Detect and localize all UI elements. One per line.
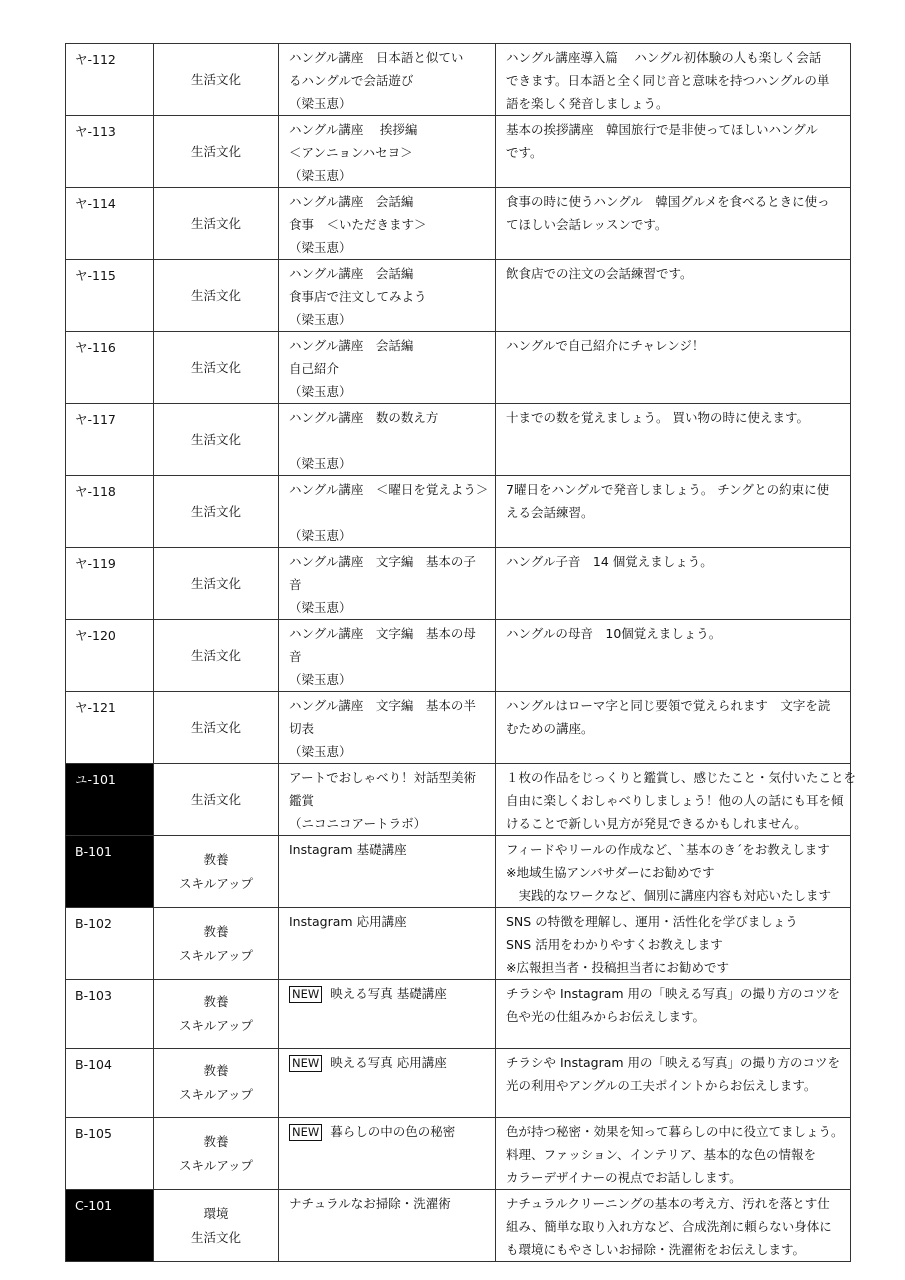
course-category (154, 44, 279, 116)
course-code: ヤ-118 (66, 476, 154, 548)
title-line (289, 213, 495, 236)
title-text: （梁玉恵） (289, 384, 352, 399)
course-title (279, 1049, 496, 1118)
title-text: 切表 (289, 721, 315, 736)
title-line (289, 452, 495, 475)
description-line: 料理、ファッション、インテリア、基本的な色の情報を (506, 1147, 817, 1162)
title-line (289, 262, 495, 285)
course-row (66, 764, 851, 836)
title-line (289, 118, 495, 141)
title-text: ハングル講座 文字編 基本の子 (289, 554, 476, 569)
title-text: ハングル講座 ＜曜日を覚えよう＞ (289, 482, 489, 497)
course-category (154, 116, 279, 188)
title-text: （梁玉恵） (289, 456, 352, 471)
title-text: ＜アンニョンハセヨ＞ (289, 145, 413, 160)
description-line: ハングルで自己紹介にチャレンジ！ (506, 338, 705, 353)
course-title (279, 764, 496, 836)
description-line: 光の利用やアングルの工夫ポイントからお伝えします。 (506, 1078, 817, 1093)
category-label: 生活文化 (190, 215, 241, 231)
title-line (289, 694, 495, 717)
description-line: ※広報担当者・投稿担当者にお勧めです (506, 960, 729, 975)
course-title (279, 692, 496, 764)
course-description (496, 620, 851, 692)
description-line: カラーデザイナーの視点でお話しします。 (506, 1170, 742, 1185)
course-code: ヤ-113 (66, 116, 154, 188)
course-title (279, 836, 496, 908)
category-label: 環境 (203, 1205, 229, 1221)
title-text: （梁玉恵） (289, 96, 352, 111)
course-description (496, 260, 851, 332)
description-line: 食事の時に使うハングル 韓国グルメを食べるときに使っ (506, 194, 830, 209)
course-description (496, 188, 851, 260)
title-text: 鑑賞 (289, 793, 315, 808)
course-category (154, 908, 279, 980)
title-text: 食事 ＜いただきます＞ (289, 217, 427, 232)
description-line: 色が持つ秘密・効果を知って暮らしの中に役立てましょう。 (506, 1124, 844, 1139)
title-line (289, 789, 495, 812)
title-text: （梁玉恵） (289, 744, 352, 759)
course-description (496, 1190, 851, 1262)
course-row (66, 620, 851, 692)
description-line: ハングル講座導入篇 ハングル初体験の人も楽しく会話 (506, 50, 822, 65)
title-text: （梁玉恵） (289, 672, 352, 687)
course-title (279, 1190, 496, 1262)
new-badge: NEW (289, 986, 322, 1003)
description-line: チラシや Instagram 用の「映える写真」の撮り方のコツを (506, 1055, 841, 1070)
title-text: （梁玉恵） (289, 168, 352, 183)
category-label: スキルアップ (178, 1157, 253, 1173)
description-line: 十までの数を覚えましょう。 買い物の時に使えます。 (506, 410, 809, 425)
title-line (289, 766, 495, 789)
category-label: 生活文化 (190, 791, 241, 807)
category-label: スキルアップ (178, 1018, 253, 1033)
course-code: B-101 (66, 836, 154, 908)
category-label: 生活文化 (190, 647, 241, 663)
description-line: チラシや Instagram 用の「映える写真」の撮り方のコツを (506, 986, 841, 1001)
title-line (289, 478, 495, 501)
title-text: ハングル講座 会話編 (289, 266, 414, 281)
category-label: スキルアップ (178, 947, 253, 963)
category-label: 教養 (203, 923, 229, 939)
title-line (289, 982, 495, 1005)
title-line (289, 334, 495, 357)
course-row (66, 908, 851, 980)
title-text: 食事店で注文してみよう (289, 289, 427, 304)
title-line (289, 524, 495, 547)
course-table (65, 43, 857, 1262)
title-line (289, 190, 495, 213)
course-description (496, 692, 851, 764)
description-line: 組み、簡単な取り入れ方など、合成洗剤に頼らない身体に (506, 1219, 832, 1234)
title-line (289, 308, 495, 331)
title-line (289, 46, 495, 69)
course-code: ヤ-116 (66, 332, 154, 404)
course-code: ヤ-120 (66, 620, 154, 692)
description-line: てほしい会話レッスンです。 (506, 217, 668, 232)
title-line (289, 740, 495, 763)
course-row (66, 1049, 851, 1118)
course-title (279, 260, 496, 332)
description-line: ※地域生協アンバサダーにお勧めです (506, 865, 715, 880)
category-label: 生活文化 (190, 503, 241, 519)
description-line: フィードやリールの作成など、`基本のき´をお教えします (506, 842, 830, 857)
course-category (154, 692, 279, 764)
title-line (289, 668, 495, 691)
course-row (66, 980, 851, 1049)
category-label: スキルアップ (178, 875, 253, 891)
course-category (154, 836, 279, 908)
title-text: 暮らしの中の色の秘密 (330, 1124, 456, 1139)
course-category (154, 476, 279, 548)
title-text: 音 (289, 577, 302, 592)
title-line (289, 812, 495, 835)
description-line: 基本の挨拶講座 韓国旅行で是非使ってほしいハングル (506, 122, 818, 137)
category-label: 生活文化 (190, 287, 241, 303)
title-text: 音 (289, 649, 302, 664)
title-line (289, 164, 495, 187)
title-text: （梁玉恵） (289, 528, 352, 543)
course-description (496, 476, 851, 548)
course-code: ヤ-112 (66, 44, 154, 116)
title-text: （ニコニコアートラボ） (289, 816, 427, 831)
course-description (496, 980, 851, 1049)
title-line (289, 429, 495, 452)
description-line: ハングル子音 14 個覚えましょう。 (506, 554, 713, 569)
course-title (279, 44, 496, 116)
category-label: 生活文化 (190, 575, 241, 591)
course-description (496, 332, 851, 404)
title-text: るハングルで会話遊び (289, 73, 414, 88)
course-row (66, 476, 851, 548)
course-code: B-102 (66, 908, 154, 980)
course-code: ヤ-119 (66, 548, 154, 620)
title-line (289, 838, 495, 861)
course-row (66, 260, 851, 332)
title-text: アートでおしゃべり！対話型美術 (289, 770, 477, 785)
title-line (289, 622, 495, 645)
title-text: 自己紹介 (289, 361, 340, 376)
course-title (279, 548, 496, 620)
course-row (66, 1118, 851, 1190)
description-line: 飲食店での注文の会話練習です。 (506, 266, 693, 281)
course-title (279, 332, 496, 404)
course-row (66, 332, 851, 404)
course-code: ヤ-117 (66, 404, 154, 476)
title-text: ハングル講座 文字編 基本の半 (289, 698, 476, 713)
category-label: 生活文化 (190, 431, 241, 447)
new-badge: NEW (289, 1124, 322, 1141)
description-line: けることで新しい見方が発見できるかもしれません。 (506, 816, 807, 831)
course-description (496, 548, 851, 620)
course-description (496, 836, 851, 908)
title-line (289, 1120, 495, 1143)
title-text: ハングル講座 数の数え方 (289, 410, 439, 425)
title-text: （梁玉恵） (289, 312, 352, 327)
description-line: むための講座。 (506, 721, 594, 736)
course-description (496, 1049, 851, 1118)
course-description (496, 764, 857, 836)
description-line: ハングルの母音 10個覚えましょう。 (506, 626, 722, 641)
title-line (289, 1192, 495, 1215)
category-label: 生活文化 (190, 1229, 241, 1245)
description-line: える会話練習。 (506, 505, 594, 520)
course-category (154, 620, 279, 692)
description-line: １枚の作品をじっくりと鑑賞し、感じたこと・気付いたことを (506, 770, 857, 785)
course-code: B-103 (66, 980, 154, 1049)
title-text: （梁玉恵） (289, 600, 352, 615)
course-title (279, 1118, 496, 1190)
title-text: ハングル講座 会話編 (289, 338, 414, 353)
course-title (279, 188, 496, 260)
title-line (289, 406, 495, 429)
category-label: 生活文化 (190, 359, 241, 375)
title-line (289, 501, 495, 524)
description-line: です。 (506, 145, 543, 160)
title-line (289, 69, 495, 92)
category-label: 生活文化 (190, 143, 241, 159)
title-text: （梁玉恵） (289, 240, 352, 255)
course-table-body (66, 44, 857, 1262)
course-title (279, 404, 496, 476)
title-line (289, 141, 495, 164)
course-title (279, 476, 496, 548)
course-title (279, 116, 496, 188)
course-title (279, 908, 496, 980)
course-category (154, 764, 279, 836)
category-label: 教養 (203, 1133, 229, 1149)
title-line (289, 285, 495, 308)
title-line (289, 1051, 495, 1074)
title-line (289, 357, 495, 380)
course-category (154, 980, 279, 1049)
description-line: 語を楽しく発音しましょう。 (506, 96, 669, 111)
course-code: ヤ-121 (66, 692, 154, 764)
description-line: できます。日本語と全く同じ音と意味を持つハングルの単 (506, 73, 830, 88)
description-line: 自由に楽しくおしゃべりしましょう！他の人の話にも耳を傾 (506, 793, 844, 808)
title-text: 映える写真 応用講座 (330, 1055, 447, 1070)
description-line: SNS 活用をわかりやすくお教えします (506, 937, 723, 952)
description-line: 色や光の仕組みからお伝えします。 (506, 1009, 706, 1024)
title-text: 映える写真 基礎講座 (330, 986, 447, 1001)
course-title (279, 980, 496, 1049)
course-category (154, 260, 279, 332)
course-description (496, 116, 851, 188)
course-code: B-105 (66, 1118, 154, 1190)
course-category (154, 548, 279, 620)
description-line: ハングルはローマ字と同じ要領で覚えられます 文字を読 (506, 698, 831, 713)
course-category (154, 1190, 279, 1262)
title-line (289, 645, 495, 668)
new-badge: NEW (289, 1055, 322, 1072)
course-code: B-104 (66, 1049, 154, 1118)
course-row (66, 836, 851, 908)
course-description (496, 44, 851, 116)
title-line (289, 380, 495, 403)
title-line (289, 236, 495, 259)
course-category (154, 188, 279, 260)
title-text: ナチュラルなお掃除・洗濯術 (289, 1196, 451, 1211)
course-description (496, 404, 851, 476)
description-line: 実践的なワークなど、個別に講座内容も対応いたします (506, 888, 832, 903)
course-category (154, 1118, 279, 1190)
description-line: SNS の特徴を理解し、運用・活性化を学びましょう (506, 914, 798, 929)
description-line: も環境にもやさしいお掃除・洗濯術をお伝えします。 (506, 1242, 806, 1257)
category-label: 教養 (203, 994, 229, 1009)
category-label: 教養 (203, 1063, 229, 1078)
category-label: 教養 (203, 851, 229, 867)
title-text: ハングル講座 日本語と似てい (289, 50, 464, 65)
course-row (66, 44, 851, 116)
course-category (154, 1049, 279, 1118)
course-code: ユ-101 (66, 764, 154, 836)
title-text: ハングル講座 挨拶編 (289, 122, 418, 137)
course-description (496, 908, 851, 980)
title-line (289, 550, 495, 573)
description-line: ナチュラルクリーニングの基本の考え方、汚れを落とす仕 (506, 1196, 830, 1211)
course-category (154, 332, 279, 404)
title-text: ハングル講座 会話編 (289, 194, 414, 209)
course-row (66, 116, 851, 188)
course-category (154, 404, 279, 476)
title-text: Instagram 応用講座 (289, 914, 407, 929)
title-line (289, 596, 495, 619)
title-text: Instagram 基礎講座 (289, 842, 407, 857)
course-row (66, 404, 851, 476)
course-row (66, 188, 851, 260)
course-row (66, 1190, 851, 1262)
category-label: スキルアップ (178, 1087, 253, 1102)
course-title (279, 620, 496, 692)
title-line (289, 717, 495, 740)
title-line (289, 910, 495, 933)
course-description (496, 1118, 851, 1190)
course-row (66, 548, 851, 620)
course-code: C-101 (66, 1190, 154, 1262)
course-code: ヤ-115 (66, 260, 154, 332)
course-row (66, 692, 851, 764)
course-code: ヤ-114 (66, 188, 154, 260)
category-label: 生活文化 (190, 719, 241, 735)
title-text: ハングル講座 文字編 基本の母 (289, 626, 476, 641)
title-line (289, 573, 495, 596)
category-label: 生活文化 (190, 71, 241, 87)
title-line (289, 92, 495, 115)
description-line: 7曜日をハングルで発音しましょう。 チングとの約束に使 (506, 482, 830, 497)
